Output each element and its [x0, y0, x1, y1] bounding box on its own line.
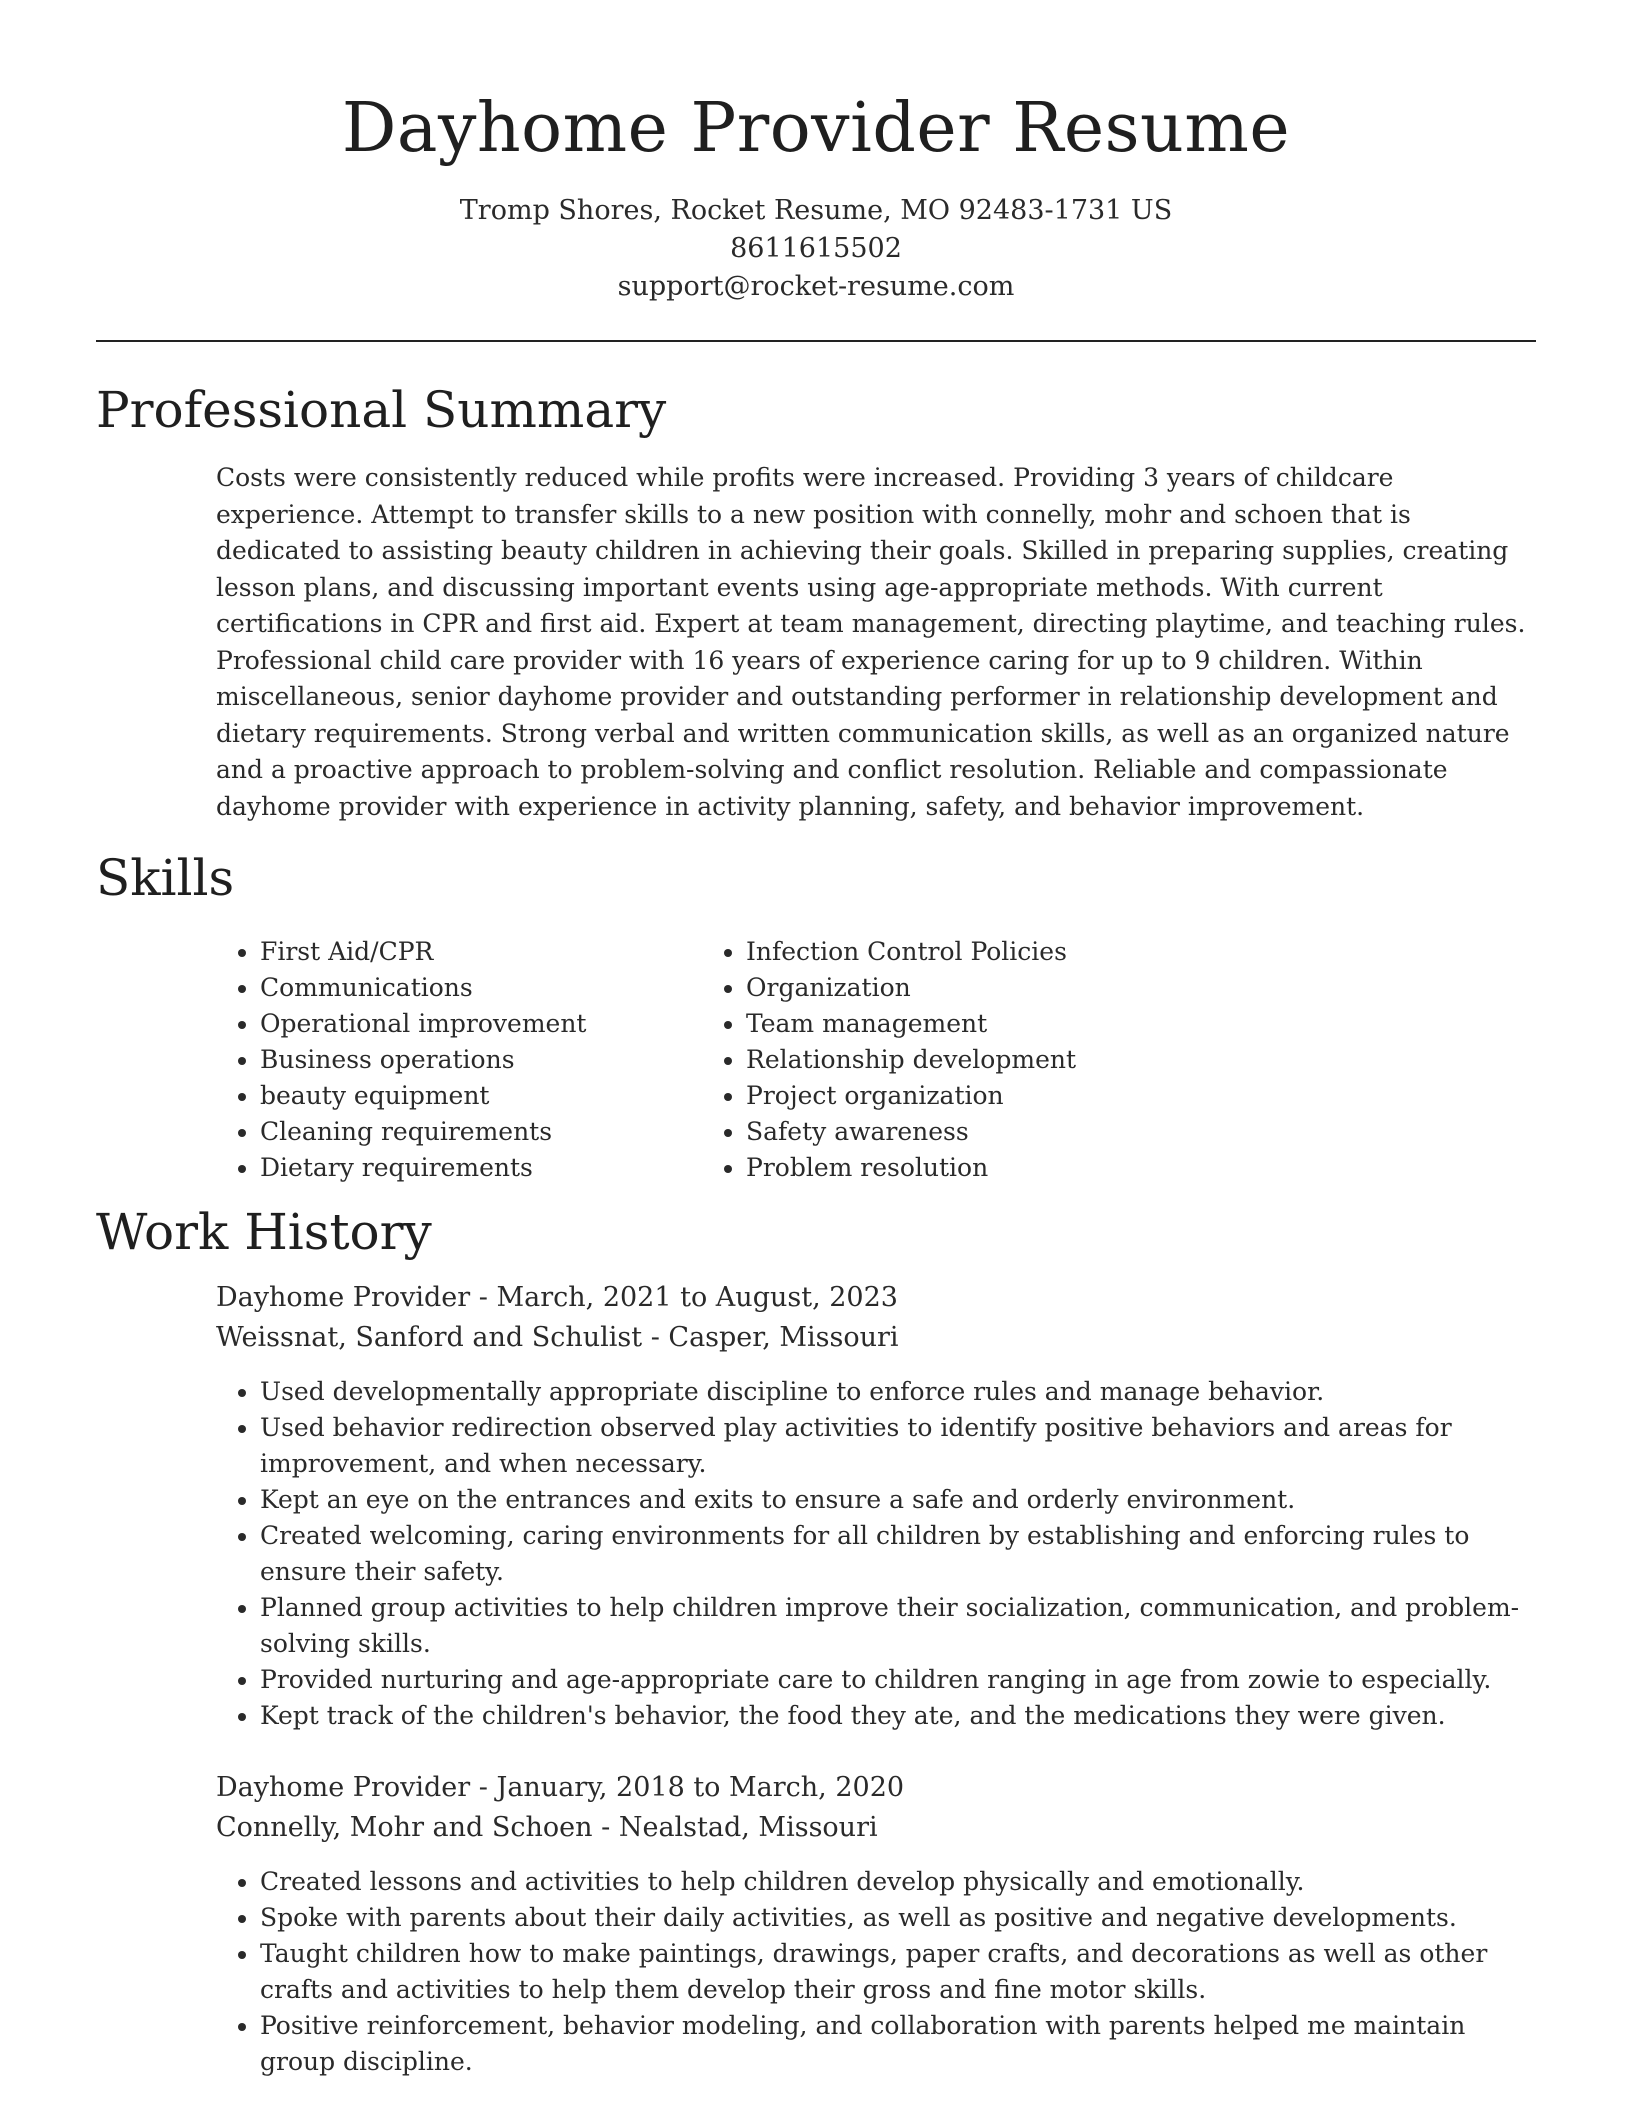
- skill-item: • Operational improvement: [260, 1006, 746, 1042]
- skills-section: [96, 846, 1536, 1186]
- job-company: Weissnat, Sanford and Schulist: [216, 1322, 643, 1353]
- job-title-line: Dayhome Provider - March, 2021 to August, 2023: [216, 1282, 898, 1313]
- contact-address: Tromp Shores, Rocket Resume, MO 92483-1731 US: [459, 195, 1173, 226]
- skills-grid: [96, 934, 1536, 1186]
- summary-heading: Professional Summary: [96, 381, 667, 439]
- job-company-line: Weissnat, Sanford and Schulist - Casper, Missouri: [216, 1322, 899, 1353]
- job-dates: March, 2021 to August, 2023: [496, 1282, 898, 1313]
- job-company-line: Connelly, Mohr and Schoen - Nealstad, Missouri: [216, 1812, 878, 1843]
- contact-phone: 8611615502: [730, 233, 902, 264]
- job-location: Nealstad, Missouri: [618, 1812, 878, 1843]
- skill-item: • Business operations: [260, 1042, 746, 1078]
- skill-item: • Communications: [260, 970, 746, 1006]
- job-bullet: • Spoke with parents about their daily activities, as well as positive and negative developments.: [260, 1900, 1536, 1936]
- job-location: Casper, Missouri: [668, 1322, 899, 1353]
- job-bullet: • Created lessons and activities to help children develop physically and emotionally.: [260, 1864, 1536, 1900]
- contact-email: support@rocket-resume.com: [617, 271, 1015, 302]
- skill-item: • Team management: [746, 1006, 1306, 1042]
- job-bullet: • Positive reinforcement, behavior modeling, and collaboration with parents helped me maintain group discipline.: [260, 2008, 1536, 2080]
- job-entry: [216, 1768, 1536, 2080]
- skill-item: • beauty equipment: [260, 1078, 746, 1114]
- job-bullet: • Provided nurturing and age-appropriate care to children ranging in age from zowie to especially.: [260, 1662, 1536, 1698]
- job-title: Dayhome Provider: [216, 1772, 471, 1803]
- skills-heading: Skills: [96, 849, 235, 907]
- job-bullet: • Kept track of the children's behavior, the food they ate, and the medications they were given.: [260, 1698, 1536, 1734]
- skill-item: • Cleaning requirements: [260, 1114, 746, 1150]
- job-bullets: [216, 1374, 1536, 1734]
- skill-item: • Problem resolution: [746, 1150, 1306, 1186]
- summary-text: Costs were consistently reduced while profits were increased. Providing 3 years of childcare experience. Attempt to transfer skills to a new position with connelly, mohr and schoen that is dedicated to assisting beauty children in achieving their goals. Skilled in preparing supplies, creating lesson plans, and discussing important events using age-appropriate methods. With current certifications in CPR and first aid. Expert at team management, directing playtime, and teaching rules. Professional child care provider with 16 years of experience caring for up to 9 children. Within miscellaneous, senior dayhome provider and outstanding performer in relationship development and dietary requirements. Strong verbal and written communication skills, as well as an organized nature and a proactive approach to problem-solving and conflict resolution. Reliable and compassionate dayhome provider with experience in activity planning, safety, and behavior improvement.: [216, 463, 1526, 821]
- job-bullet: • Kept an eye on the entrances and exits to ensure a safe and orderly environment.: [260, 1482, 1536, 1518]
- skills-list-right: [582, 934, 1306, 1186]
- job-bullet: • Taught children how to make paintings, drawings, paper crafts, and decorations as well as other crafts and activities to help them develop their gross and fine motor skills.: [260, 1936, 1536, 2008]
- resume-title: Dayhome Provider Resume: [341, 89, 1291, 168]
- skill-item: • Organization: [746, 970, 1306, 1006]
- work-heading: Work History: [96, 1203, 432, 1261]
- work-section: [96, 1200, 1536, 2080]
- job-title-line: Dayhome Provider - January, 2018 to March, 2020: [216, 1772, 905, 1803]
- job-bullet: • Used behavior redirection observed play activities to identify positive behaviors and areas for improvement, and when necessary.: [260, 1410, 1536, 1482]
- skill-item: • Dietary requirements: [260, 1150, 746, 1186]
- job-dates: January, 2018 to March, 2020: [496, 1772, 905, 1803]
- job-entry: [216, 1278, 1536, 1734]
- job-bullet: • Used developmentally appropriate discipline to enforce rules and manage behavior.: [260, 1374, 1536, 1410]
- job-bullet: • Created welcoming, caring environments for all children by establishing and enforcing rules to ensure their safety.: [260, 1518, 1536, 1590]
- job-company: Connelly, Mohr and Schoen: [216, 1812, 593, 1843]
- resume-header: [0, 0, 1632, 306]
- job-title: Dayhome Provider: [216, 1282, 471, 1313]
- summary-section: [96, 378, 1536, 825]
- skill-item: • Project organization: [746, 1078, 1306, 1114]
- job-bullet: • Planned group activities to help children improve their socialization, communication, and problem-solving skills.: [260, 1590, 1536, 1662]
- job-bullets: [216, 1864, 1536, 2080]
- header-divider: [96, 340, 1536, 342]
- skill-item: • Infection Control Policies: [746, 934, 1306, 970]
- skill-item: • Safety awareness: [746, 1114, 1306, 1150]
- skill-item: • First Aid/CPR: [260, 934, 746, 970]
- contact-block: [0, 192, 1632, 306]
- skill-item: • Relationship development: [746, 1042, 1306, 1078]
